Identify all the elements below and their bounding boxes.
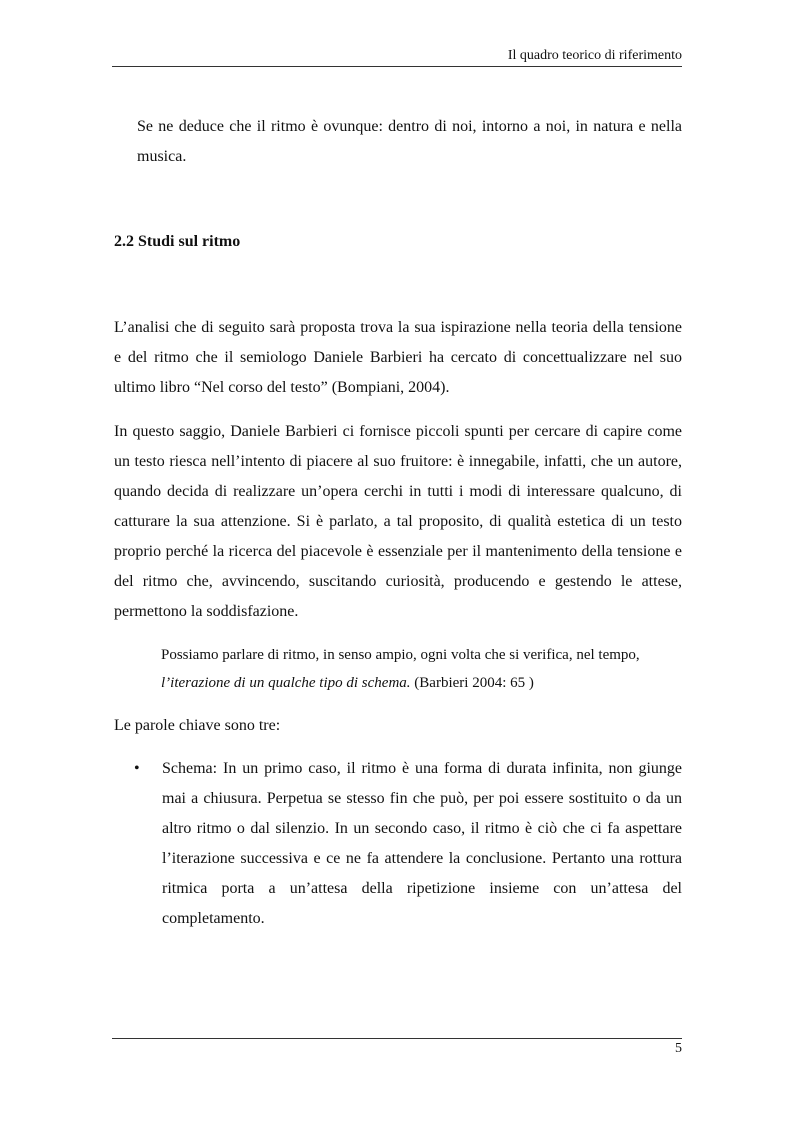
section-heading: 2.2 Studi sul ritmo [114,233,241,250]
footer-rule [112,1038,682,1039]
paragraph-analysis: L’analisi che di seguito sarà proposta trova la sua ispirazione nella teoria della tensione e del ritmo che il semiologo Daniele Barbieri ha cercato di concettualizzare nel suo ultimo libro “Nel corso del testo” (Bompiani, 2004). [114,319,682,396]
quote-italic: l’iterazione di un qualche tipo di schema. [161,675,411,691]
intro-paragraph: Se ne deduce che il ritmo è ovunque: dentro di noi, intorno a noi, in natura e nella musica. [137,118,682,165]
keywords-intro: Le parole chiave sono tre: [114,717,281,734]
page-number: 5 [675,1041,682,1056]
quote-citation: (Barbieri 2004: 65 ) [410,675,534,691]
bullet-schema: Schema: In un primo caso, il ritmo è una forma di durata infinita, non giunge mai a chiusura. Perpetua se stesso fin che può, per poi essere sostituito o da un altro ritmo o dal silenzio. In un secondo caso, il ritmo è ciò che ci fa aspettare l’iterazione successiva e ce ne fa attendere la conclusione. Pertanto una rottura ritmica porta a un’attesa della ripetizione insieme con un’attesa del completamento. [162,760,682,927]
running-header: Il quadro teorico di riferimento [507,48,682,63]
paragraph-essay: In questo saggio, Daniele Barbieri ci fornisce piccoli spunti per cercare di capire come un testo riesca nell’intento di piacere al suo fruitore: è innegabile, infatti, che un autore, quando decida di realizzare un’opera cerchi in tutti i modi di interessare qualcuno, di catturare la sua attenzione. Si è parlato, a tal proposito, di qualità estetica di un testo proprio perché la ricerca del piacevole è essenziale per il mantenimento della tensione e del ritmo che, avvincendo, suscitando curiosità, producendo e gestendo le attese, permettono la soddisfazione. [114,423,682,620]
bullet-icon: • [134,760,140,777]
block-quote [161,641,682,697]
quote-text: Possiamo parlare di ritmo, in senso ampio, ogni volta che si verifica, nel tempo, [161,647,640,663]
header-rule [112,66,682,67]
